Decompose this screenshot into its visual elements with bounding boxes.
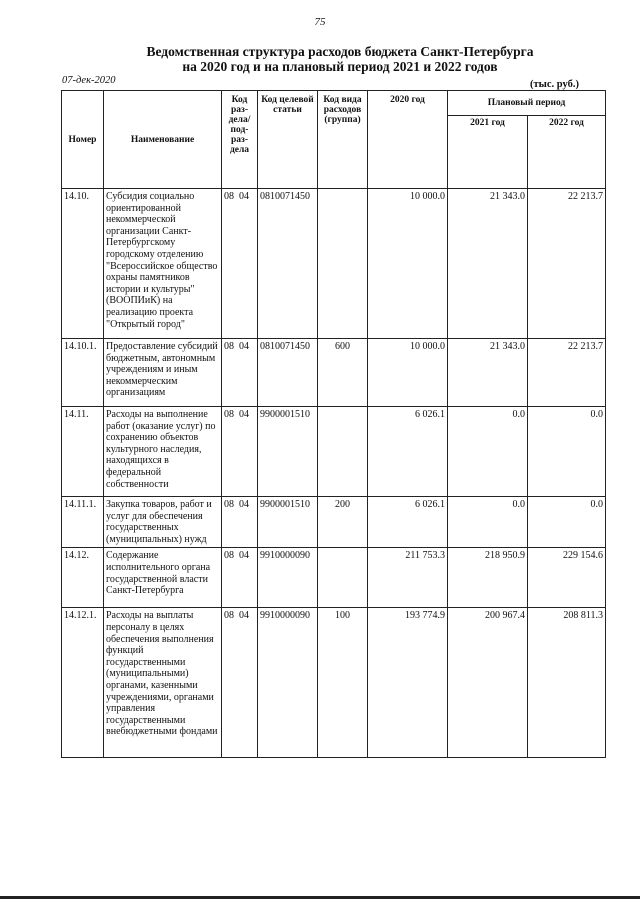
row-target-code: 9910000090 — [258, 608, 318, 758]
row-expense-type: 100 — [318, 608, 368, 758]
table-row — [62, 548, 606, 608]
header-expense-type-code: Код вида расходов (группа) — [318, 91, 368, 189]
row-expense-type: 200 — [318, 497, 368, 548]
section-code: 08 — [224, 409, 234, 420]
table-row — [62, 189, 606, 339]
row-amount-2021: 218 950.9 — [448, 548, 528, 608]
row-section-code — [222, 339, 258, 407]
section-code: 08 — [224, 191, 234, 202]
row-target-code: 9900001510 — [258, 497, 318, 548]
row-target-code: 9910000090 — [258, 548, 318, 608]
row-number: 14.12. — [62, 548, 104, 608]
section-code: 08 — [224, 610, 234, 622]
row-name: Расходы на выплаты персоналу в целях обеспечения выполнения функций государственными (муниципальными) органами, казенными учреждениями, органами управления государственными внебюджетными фондами — [104, 608, 222, 758]
row-name: Содержание исполнительного органа государственной власти Санкт-Петербурга — [104, 548, 222, 608]
row-amount-2022: 22 213.7 — [528, 339, 606, 407]
row-name: Закупка товаров, работ и услуг для обеспечения государственных (муниципальных) нужд — [104, 497, 222, 548]
table-row — [62, 339, 606, 407]
row-amount-2020: 6 026.1 — [368, 407, 448, 497]
table-row — [62, 497, 606, 548]
row-section-code — [222, 608, 258, 758]
row-name: Субсидия социально ориентированной некоммерческой организации Санкт-Петербургскому городскому отделению "Всероссийское общество охраны памятников истории и культуры" (ВООПИиК) на реализацию проекта "Открытый город" — [104, 189, 222, 339]
row-section-code — [222, 497, 258, 548]
row-number: 14.11.1. — [62, 497, 104, 548]
row-amount-2022: 0.0 — [528, 497, 606, 548]
row-section-code — [222, 407, 258, 497]
header-target-code: Код целевой статьи — [258, 91, 318, 189]
subsection-code: 04 — [239, 409, 249, 420]
row-amount-2021: 0.0 — [448, 407, 528, 497]
row-amount-2020: 6 026.1 — [368, 497, 448, 548]
title-line-2: на 2020 год и на плановый период 2021 и 2022 годов — [182, 59, 498, 74]
page-number: 75 — [314, 16, 326, 28]
footer-scan-line — [0, 896, 640, 899]
subsection-code: 04 — [239, 550, 249, 562]
section-code: 08 — [224, 550, 234, 562]
row-number: 14.11. — [62, 407, 104, 497]
table-row — [62, 608, 606, 758]
units-label: (тыс. руб.) — [530, 79, 579, 90]
row-amount-2022: 22 213.7 — [528, 189, 606, 339]
row-amount-2021: 0.0 — [448, 497, 528, 548]
row-number: 14.10.1. — [62, 339, 104, 407]
row-target-code: 0810071450 — [258, 339, 318, 407]
row-amount-2021: 21 343.0 — [448, 189, 528, 339]
subsection-code: 04 — [239, 341, 249, 352]
row-expense-type — [318, 189, 368, 339]
header-year-2020: 2020 год — [368, 91, 448, 189]
row-section-code — [222, 548, 258, 608]
row-number: 14.10. — [62, 189, 104, 339]
row-expense-type — [318, 548, 368, 608]
header-section-code: Код раз- дела/ под- раз- дела — [222, 91, 258, 189]
row-number: 14.12.1. — [62, 608, 104, 758]
row-expense-type — [318, 407, 368, 497]
budget-table — [61, 90, 606, 758]
row-section-code — [222, 189, 258, 339]
subsection-code: 04 — [239, 191, 249, 202]
header-year-2021: 2021 год — [448, 116, 528, 189]
row-name: Расходы на выполнение работ (оказание услуг) по сохранению объектов культурного наследия, находящихся в федеральной собственности — [104, 407, 222, 497]
document-date: 07-дек-2020 — [62, 75, 116, 86]
row-amount-2021: 200 967.4 — [448, 608, 528, 758]
row-target-code: 0810071450 — [258, 189, 318, 339]
header-number: Номер — [62, 91, 104, 189]
row-amount-2020: 211 753.3 — [368, 548, 448, 608]
section-code: 08 — [224, 341, 234, 352]
row-name: Предоставление субсидий бюджетным, автономным учреждениям и иным некоммерческим организациям — [104, 339, 222, 407]
table-row — [62, 407, 606, 497]
row-amount-2020: 10 000.0 — [368, 189, 448, 339]
document-title — [60, 44, 620, 74]
row-amount-2022: 229 154.6 — [528, 548, 606, 608]
row-amount-2020: 193 774.9 — [368, 608, 448, 758]
row-target-code: 9900001510 — [258, 407, 318, 497]
row-amount-2022: 0.0 — [528, 407, 606, 497]
header-planned-period: Плановый период — [448, 91, 606, 116]
section-code: 08 — [224, 499, 234, 510]
row-amount-2022: 208 811.3 — [528, 608, 606, 758]
subsection-code: 04 — [239, 610, 249, 622]
subsection-code: 04 — [239, 499, 249, 510]
header-name: Наименование — [104, 91, 222, 189]
title-line-1: Ведомственная структура расходов бюджета Санкт-Петербурга — [146, 44, 534, 59]
header-year-2022: 2022 год — [528, 116, 606, 189]
row-expense-type: 600 — [318, 339, 368, 407]
row-amount-2020: 10 000.0 — [368, 339, 448, 407]
row-amount-2021: 21 343.0 — [448, 339, 528, 407]
